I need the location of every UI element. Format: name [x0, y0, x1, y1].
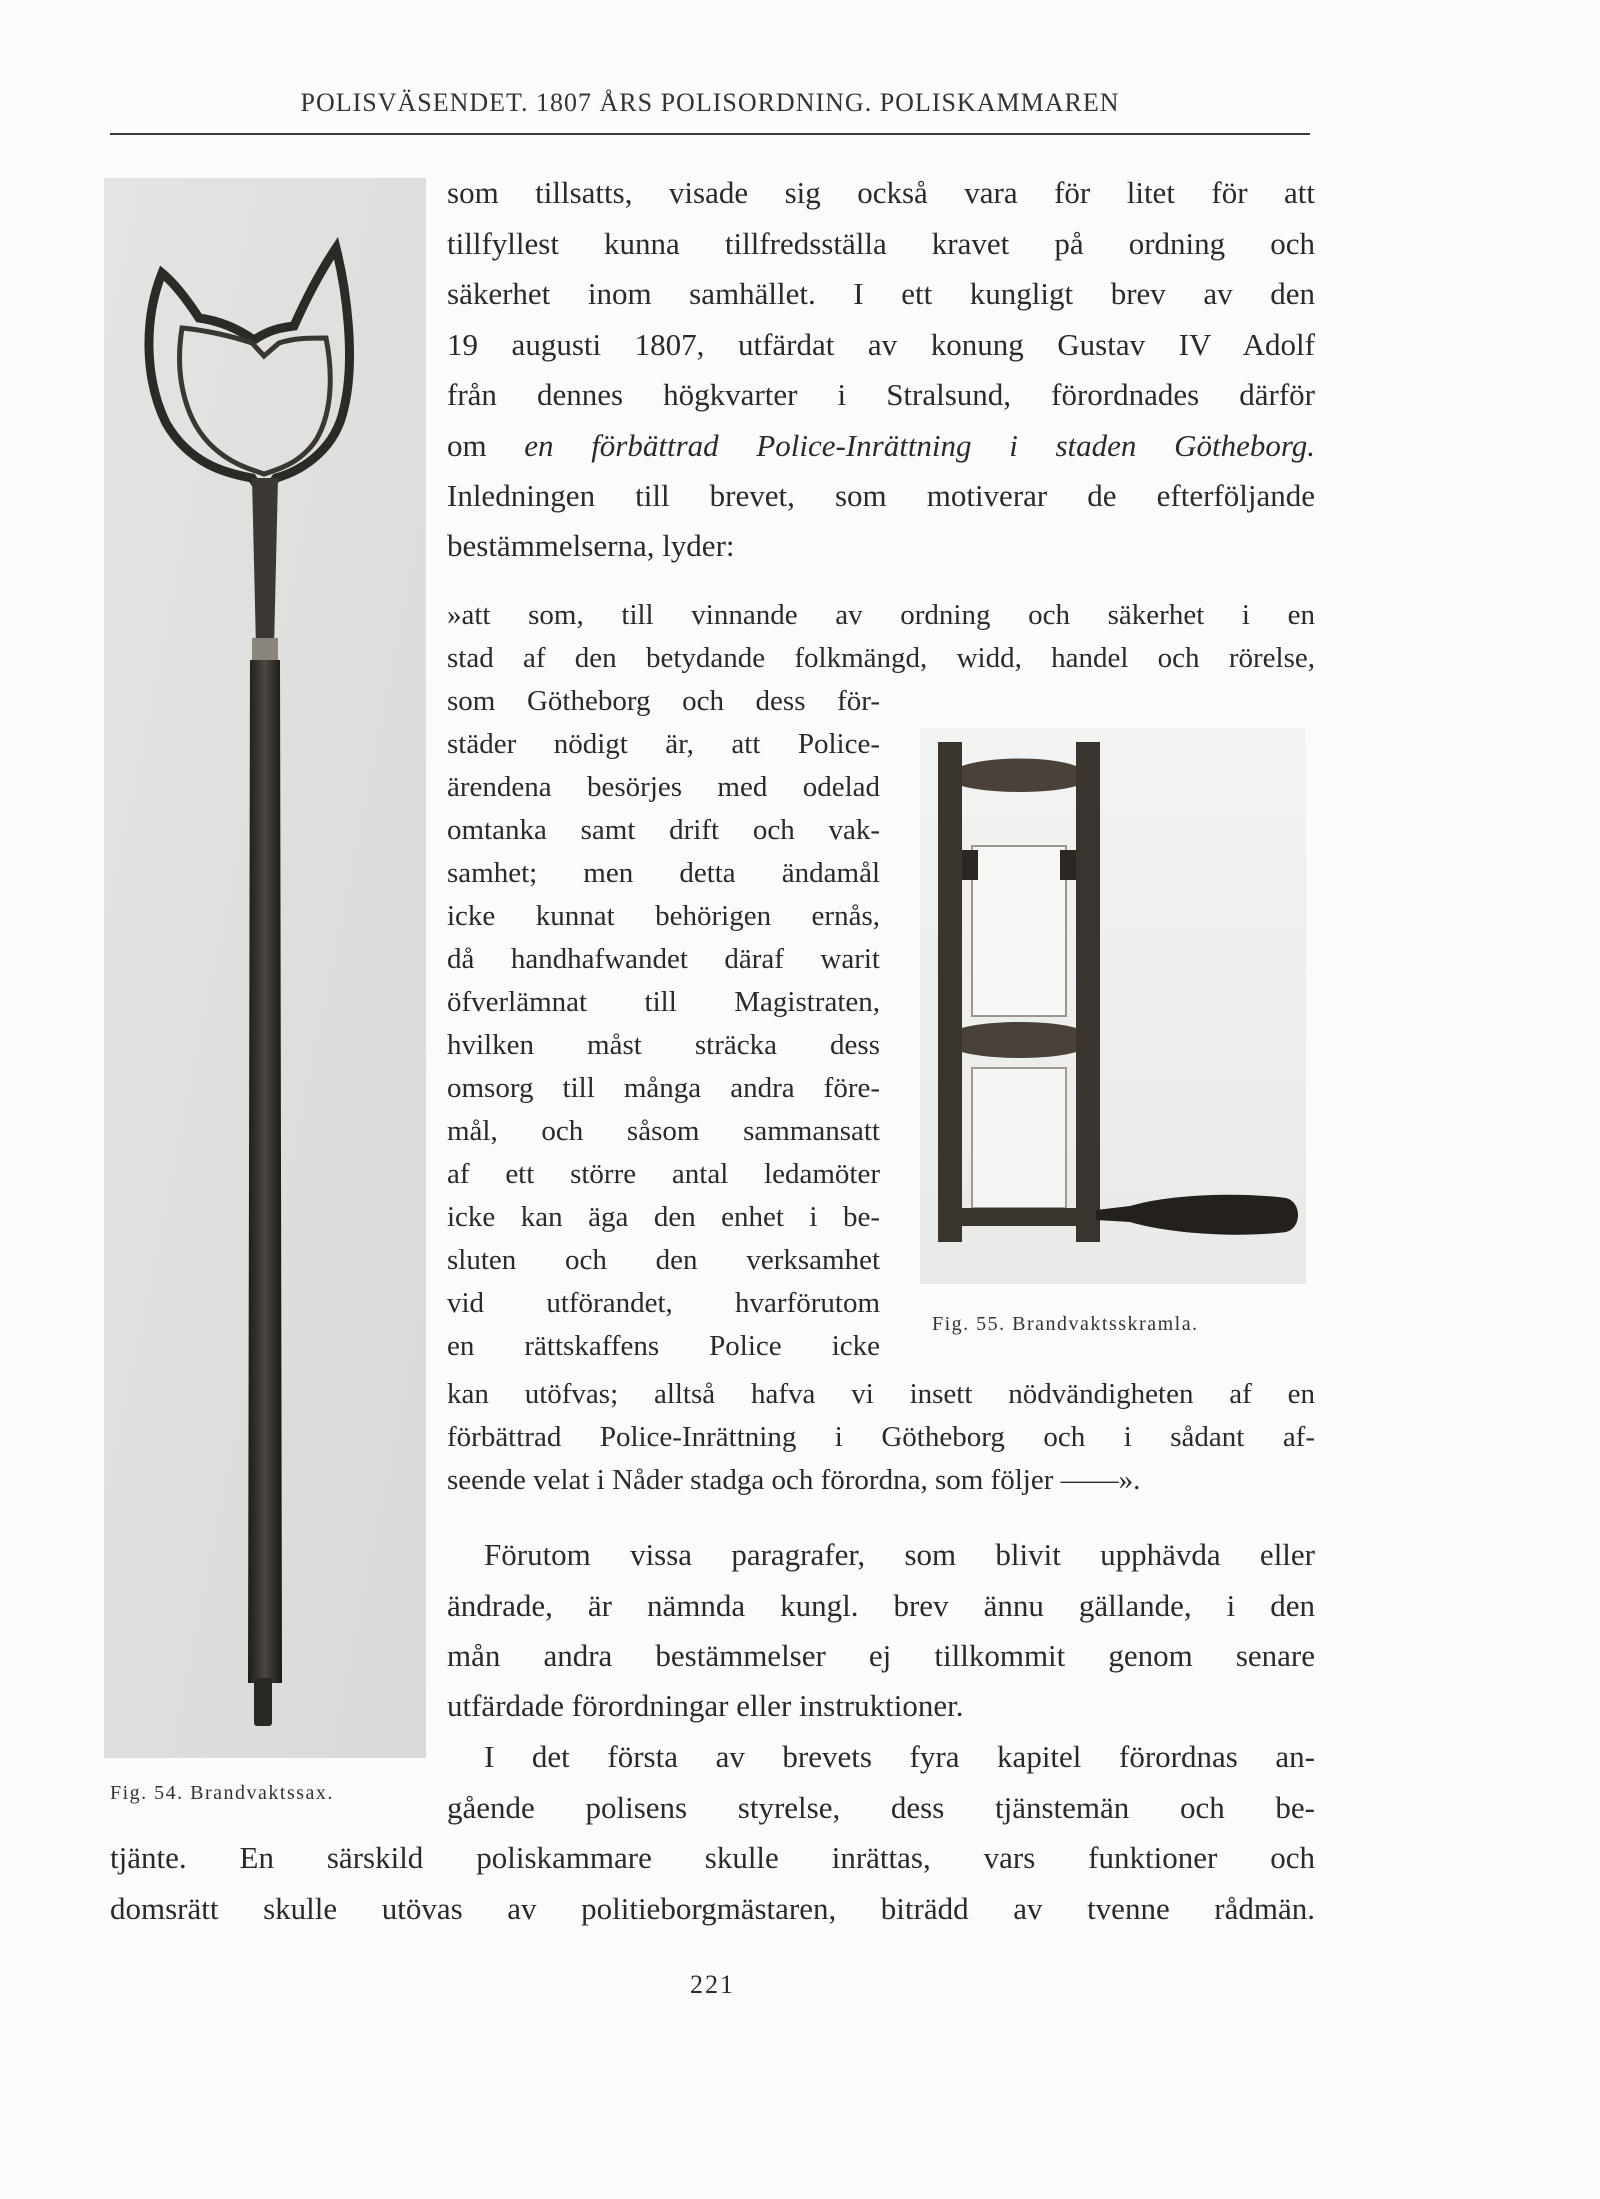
text-line: vid utförandet, hvarförutom [447, 1287, 880, 1319]
text-line: Förutom vissa paragrafer, som blivit upphävda eller [484, 1537, 1315, 1572]
text-line: tjänte. En särskild poliskammare skulle inrättas, vars funktioner och [110, 1840, 1315, 1875]
paragraph-3-narrow [447, 1732, 1315, 1833]
text-line: om en förbättrad Police-Inrättning i staden Götheborg. [447, 427, 1315, 463]
text-line: ärendena besörjes med odelad [447, 771, 880, 803]
text-line: af ett större antal ledamöter [447, 1158, 880, 1190]
text-line: I det första av brevets fyra kapitel förordnas an- [484, 1739, 1315, 1774]
fig54-photo [104, 178, 426, 1758]
text-line: icke kan äga den enhet i be- [447, 1201, 880, 1233]
fire-watch-scissors-pole-icon [104, 178, 426, 1758]
text-line: mål, och såsom sammansatt [447, 1115, 880, 1147]
text-line: Inledningen till brevet, som motiverar de efterföljande [447, 478, 1315, 513]
text-line: städer nödigt är, att Police- [447, 728, 880, 760]
quote-final-end [447, 1459, 1315, 1502]
text-line: en rättskaffens Police icke [447, 1330, 880, 1362]
text-line: »att som, till vinnande av ordning och säkerhet i en [447, 599, 1315, 631]
text-line: 19 augusti 1807, utfärdat av konung Gustav IV Adolf [447, 326, 1315, 362]
text-line: icke kunnat behörigen ernås, [447, 900, 880, 932]
fig54-caption: Fig. 54. Brandvaktssax. [110, 1782, 334, 1804]
text-line: domsrätt skulle utövas av politieborgmästaren, biträdd av tvenne rådmän. [110, 1890, 1315, 1926]
text-line: utfärdade förordningar eller instruktioner. [447, 1688, 964, 1723]
page-number: 221 [690, 1970, 735, 1999]
text-line: seende velat i Nåder stadga och förordna, som följer ——». [447, 1464, 1141, 1496]
paragraph-2-end [447, 1681, 1315, 1732]
quote-final [447, 1373, 1315, 1459]
text-line: som Götheborg och dess för- [447, 685, 880, 717]
paragraph-3-full [110, 1833, 1315, 1934]
quote-wide [447, 594, 1315, 680]
fig55-caption: Fig. 55. Brandvaktsskramla. [932, 1313, 1199, 1335]
text-line: från dennes högkvarter i Stralsund, förordnades därför [447, 377, 1315, 412]
paragraph-2 [447, 1530, 1315, 1682]
text-line: kan utöfvas; alltså hafva vi insett nödvändigheten af en [447, 1378, 1315, 1410]
running-head: POLISVÄSENDET. 1807 ÅRS POLISORDNING. POLISKAMMAREN [300, 88, 1120, 117]
paragraph-1-end [447, 521, 1315, 572]
text-line: mån andra bestämmelser ej tillkommit genom senare [447, 1638, 1315, 1673]
text-line: bestämmelserna, lyder: [447, 528, 735, 563]
text-line: gående polisens styrelse, dess tjänstemän och be- [447, 1789, 1315, 1825]
text-line: ändrade, är nämnda kungl. brev ännu gällande, i den [447, 1587, 1315, 1623]
text-line: som tillsatts, visade sig också vara för litet för att [447, 175, 1315, 210]
text-line: öfverlämnat till Magistraten, [447, 986, 880, 1018]
fire-watch-rattle-icon [920, 728, 1306, 1284]
text-line: stad af den betydande folkmängd, widd, handel och rörelse, [447, 642, 1315, 674]
text-line: samhet; men detta ändamål [447, 857, 880, 889]
text-line: förbättrad Police-Inrättning i Götheborg och i sådant af- [447, 1421, 1315, 1453]
text-line: tillfyllest kunna tillfredsställa kravet på ordning och [447, 225, 1315, 261]
paragraph-1 [447, 168, 1315, 522]
text-line: omsorg till många andra före- [447, 1072, 880, 1104]
text-line: omtanka samt drift och vak- [447, 814, 880, 846]
quote-narrow [447, 680, 880, 1368]
text-line: säkerhet inom samhället. I ett kungligt brev av den [447, 276, 1315, 311]
fig55-photo [920, 728, 1306, 1284]
text-line: sluten och den verksamhet [447, 1244, 880, 1276]
text-line: hvilken måst sträcka dess [447, 1029, 880, 1061]
header-rule [110, 133, 1310, 135]
text-line: då handhafwandet däraf warit [447, 943, 880, 975]
